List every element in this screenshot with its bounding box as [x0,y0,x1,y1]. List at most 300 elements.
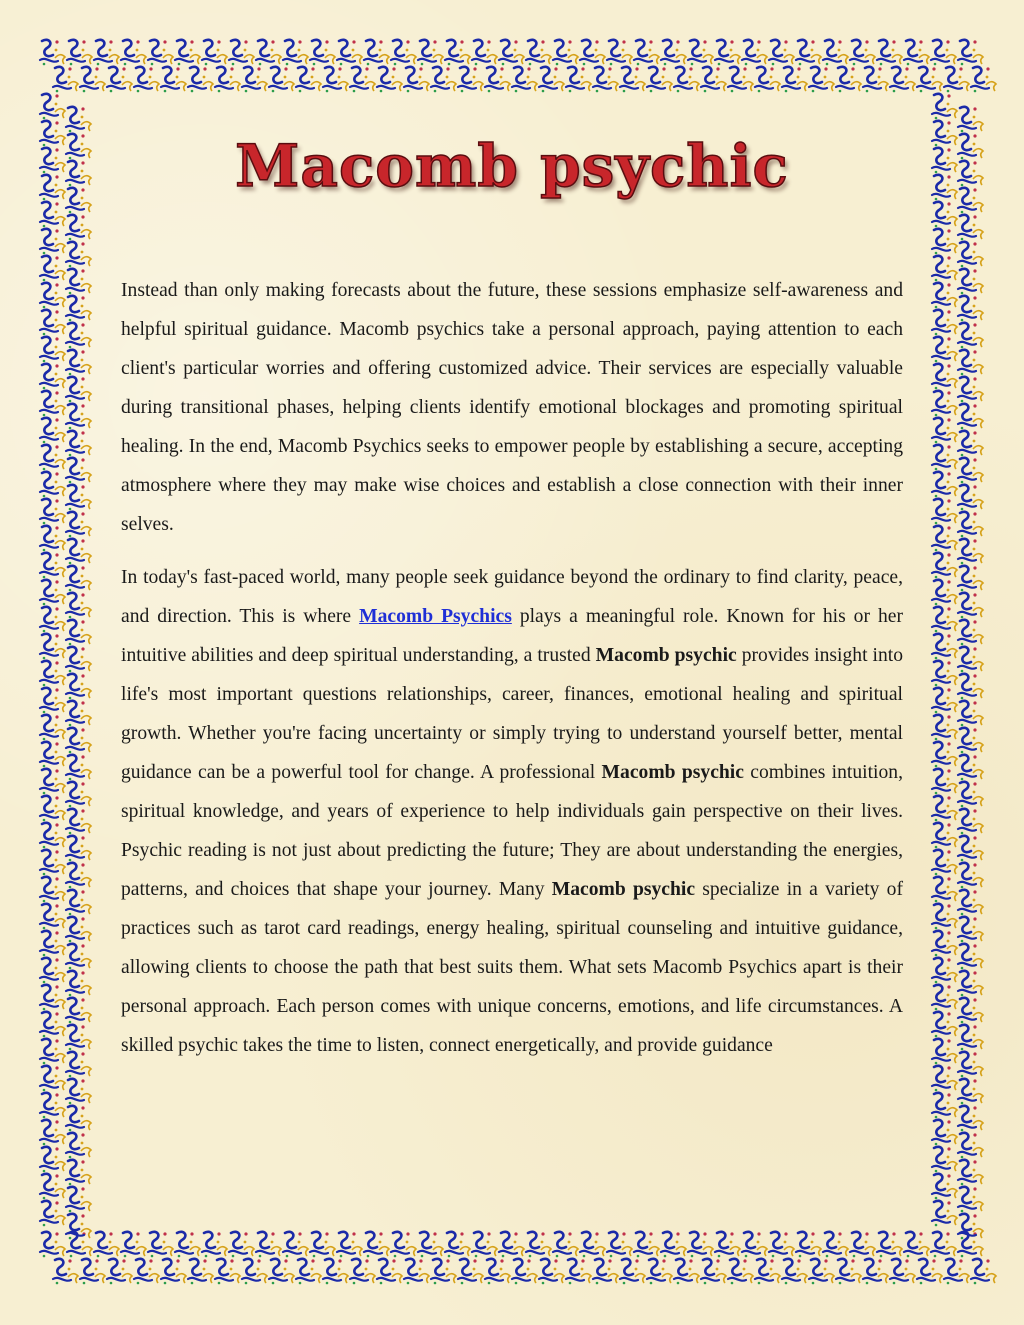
border-ornament [296,67,321,92]
border-ornament [40,526,65,551]
border-ornament [890,67,915,92]
page-title: Macomb psychic [235,132,789,200]
border-ornament [40,634,65,659]
border-ornament [40,1147,65,1172]
border-ornament [971,67,996,92]
border-ornament [66,701,91,726]
border-ornament [472,1232,497,1257]
border-ornament [932,769,957,794]
border-ornament [66,809,91,834]
border-ornament [66,215,91,240]
border-ornament [66,350,91,375]
border-ornament [364,40,389,65]
border-ornament [944,67,969,92]
border-ornament [932,256,957,281]
text-segment: combines intuition, spiritual knowledge, and years of experience to help individuals gain perspective on their lives. Psychic reading is not just about predicting the future; They are about understanding the energies, patterns, and choices that shape your journey. Many [121,762,903,900]
border-ornament [932,310,957,335]
border-ornament [499,1232,524,1257]
border-ornament [40,796,65,821]
border-ornament [310,40,335,65]
border-ornament [850,1232,875,1257]
border-ornament [431,1259,456,1284]
border-ornament [66,458,91,483]
border-ornament [431,67,456,92]
border-ornament [932,391,957,416]
border-ornament [350,67,375,92]
border-ornament [66,836,91,861]
border-ornament [593,67,618,92]
border-ornament [40,1232,65,1257]
border-ornament [66,512,91,537]
border-ornament [66,404,91,429]
border-ornament [53,67,78,92]
border-ornament [932,283,957,308]
border-ornament [890,1259,915,1284]
border-ornament [445,1232,470,1257]
border-ornament [593,1259,618,1284]
border-ornament [932,202,957,227]
border-ornament [337,1232,362,1257]
border-ornament [782,1259,807,1284]
border-ornament [66,1133,91,1158]
border-ornament [958,485,983,510]
border-ornament [107,67,132,92]
text-segment: In today's fast-paced world, many people seek guidance beyond the ordinary to find clarity, peace, and direction. This is where [121,567,903,627]
bold-keyword: Macomb psychic [551,879,696,900]
border-ornament [566,67,591,92]
border-ornament [66,890,91,915]
border-ornament [66,647,91,672]
border-ornament [40,283,65,308]
border-ornament [283,1232,308,1257]
paragraph-main [121,558,903,1065]
border-ornament [958,350,983,375]
border-ornament [932,1174,957,1199]
border-ornament [958,323,983,348]
border-ornament [958,215,983,240]
border-ornament [66,782,91,807]
border-ornament [310,1232,335,1257]
border-ornament [877,40,902,65]
border-ornament [472,40,497,65]
border-ornament [391,1232,416,1257]
border-ornament [66,269,91,294]
border-ornament [917,1259,942,1284]
border-ornament [958,512,983,537]
border-ornament [94,40,119,65]
border-ornament [796,1232,821,1257]
border-ornament [229,1232,254,1257]
border-ornament [404,67,429,92]
border-ornament [296,1259,321,1284]
border-ornament [175,1232,200,1257]
border-ornament [66,1052,91,1077]
border-ornament [674,1259,699,1284]
paragraph-intro: Instead than only making forecasts about the future, these sessions emphasize self-awareness and helpful spiritual guidance. Macomb psychics take a personal approach, paying attention to each client's particular worries and offering customized advice. Their services are especially valuable during transitional phases, helping clients identify emotional blockages and promoting spiritual healing. In the end, Macomb Psychics seeks to empower people by establishing a secure, accepting atmosphere where they may make wise choices and establish a close connection with their inner selves. [121,280,903,535]
border-ornament [932,796,957,821]
border-ornament [701,1259,726,1284]
border-ornament [40,1120,65,1145]
border-ornament [971,1259,996,1284]
border-ornament [755,1259,780,1284]
border-ornament [66,1025,91,1050]
border-ornament [932,1066,957,1091]
border-ornament [931,40,956,65]
border-ornament [904,1232,929,1257]
border-ornament [66,674,91,699]
border-ornament [66,1160,91,1185]
border-ornament [242,67,267,92]
border-ornament [553,40,578,65]
border-ornament [418,40,443,65]
border-ornament [917,67,942,92]
border-ornament [40,202,65,227]
border-ornament [932,877,957,902]
border-ornament [40,1039,65,1064]
border-ornament [850,40,875,65]
border-ornament [836,67,861,92]
border-ornament [755,67,780,92]
bold-keyword: Macomb psychic [601,762,744,783]
border-ornament [958,431,983,456]
border-ornament [40,1174,65,1199]
border-ornament [932,1039,957,1064]
text-segment: plays a meaningful role. Known for his or her intuitive abilities and deep spiritual understanding, a trusted [121,606,903,666]
border-ornament [66,728,91,753]
border-ornament [66,377,91,402]
border-ornament [80,1259,105,1284]
border-ornament [958,1133,983,1158]
border-ornament [634,1232,659,1257]
border-ornament [66,566,91,591]
border-ornament [40,904,65,929]
text-segment: provides insight into life's most important questions relationships, career, finances, emotional healing and spiritual growth. Whether you're facing uncertainty or simply trying to understand yourself better, mental guidance can be a powerful tool for change. A professional [121,645,903,783]
border-ornament [932,607,957,632]
border-ornament [958,647,983,672]
border-ornament [445,40,470,65]
border-ornament [229,40,254,65]
border-ornament [607,40,632,65]
border-ornament [728,1259,753,1284]
border-ornament [742,40,767,65]
border-ornament [958,917,983,942]
border-ornament [337,40,362,65]
border-ornament [499,40,524,65]
border-ornament [863,67,888,92]
border-ornament [958,1025,983,1050]
border-ornament [66,431,91,456]
border-ornament [40,364,65,389]
border-ornament [377,1259,402,1284]
border-ornament [242,1259,267,1284]
border-ornament [40,229,65,254]
border-ornament [823,40,848,65]
border-ornament [932,1147,957,1172]
border-ornament [80,67,105,92]
border-ornament [66,323,91,348]
border-ornament [958,458,983,483]
border-ornament [932,553,957,578]
macomb-psychics-link[interactable]: Macomb Psychics [359,606,512,627]
border-ornament [188,67,213,92]
border-ornament [958,1160,983,1185]
border-ornament [66,971,91,996]
border-ornament [688,1232,713,1257]
border-ornament [40,337,65,362]
border-ornament [932,1120,957,1145]
border-ornament [958,998,983,1023]
border-ornament [932,742,957,767]
border-ornament [350,1259,375,1284]
border-ornament [40,1201,65,1226]
border-ornament [66,917,91,942]
border-ornament [67,40,92,65]
border-ornament [932,850,957,875]
border-ornament [66,863,91,888]
border-ornament [40,958,65,983]
border-ornament [958,755,983,780]
border-ornament [647,1259,672,1284]
border-ornament [512,1259,537,1284]
border-ornament [607,1232,632,1257]
border-ornament [932,688,957,713]
border-ornament [107,1259,132,1284]
border-ornament [904,40,929,65]
border-ornament [932,931,957,956]
border-ornament [932,337,957,362]
border-ornament [769,40,794,65]
border-ornament [66,539,91,564]
border-ornament [958,701,983,726]
border-ornament [620,1259,645,1284]
border-ornament [215,1259,240,1284]
border-ornament [512,67,537,92]
border-ornament [66,1214,91,1239]
border-ornament [958,404,983,429]
text-segment: specialize in a variety of practices such as tarot card readings, energy healing, spiritual counseling and intuitive guidance, allowing clients to choose the path that best suits them. What sets Macomb Psychics apart is their personal approach. Each person comes with unique concerns, emotions, and life circumstances. A skilled psychic takes the time to listen, connect energetically, and provide guidance [121,879,903,1056]
border-ornament [175,40,200,65]
border-ornament [66,755,91,780]
border-ornament [932,526,957,551]
border-ornament [66,1187,91,1212]
border-ornament [66,1106,91,1131]
border-ornament [66,998,91,1023]
border-ornament [134,1259,159,1284]
border-ornament [40,445,65,470]
border-ornament [40,742,65,767]
border-ornament [66,296,91,321]
border-ornament [958,782,983,807]
border-ornament [40,769,65,794]
border-ornament [932,472,957,497]
border-ornament [148,40,173,65]
border-ornament [134,67,159,92]
border-ornament [715,40,740,65]
border-ornament [40,850,65,875]
border-ornament [877,1232,902,1257]
border-ornament [40,688,65,713]
border-ornament [958,944,983,969]
border-ornament [932,580,957,605]
border-ornament [256,40,281,65]
border-ornament [863,1259,888,1284]
border-ornament [269,67,294,92]
border-ornament [66,593,91,618]
border-ornament [40,985,65,1010]
border-ornament [40,40,65,65]
border-ornament [958,890,983,915]
border-ornament [580,1232,605,1257]
border-ornament [202,1232,227,1257]
border-ornament [121,40,146,65]
border-ornament [932,715,957,740]
border-ornament [94,1232,119,1257]
border-ornament [188,1259,213,1284]
border-ornament [40,661,65,686]
border-ornament [40,823,65,848]
border-ornament [40,256,65,281]
border-ornament [66,1079,91,1104]
border-ornament [701,67,726,92]
border-ornament [53,1259,78,1284]
border-ornament [40,607,65,632]
article-body [121,271,903,1065]
border-ornament [932,823,957,848]
border-ornament [958,1052,983,1077]
border-ornament [958,296,983,321]
border-ornament [148,1232,173,1257]
border-ornament [958,593,983,618]
border-ornament [742,1232,767,1257]
border-ornament [485,67,510,92]
border-ornament [958,1214,983,1239]
border-ornament [40,1093,65,1118]
border-ornament [580,40,605,65]
border-ornament [256,1232,281,1257]
border-ornament [40,94,65,119]
border-ornament [40,418,65,443]
border-ornament [40,1012,65,1037]
border-ornament [823,1232,848,1257]
border-ornament [661,1232,686,1257]
border-ornament [66,485,91,510]
border-ornament [66,944,91,969]
border-ornament [715,1232,740,1257]
border-ornament [539,67,564,92]
border-ornament [269,1259,294,1284]
border-ornament [458,1259,483,1284]
border-ornament [809,67,834,92]
border-ornament [66,107,91,132]
border-ornament [647,67,672,92]
border-ornament [40,310,65,335]
border-ornament [932,1201,957,1226]
border-ornament [932,94,957,119]
border-ornament [958,863,983,888]
border-ornament [526,40,551,65]
border-ornament [661,40,686,65]
border-ornament [958,620,983,645]
border-ornament [958,40,983,65]
border-ornament [40,931,65,956]
border-ornament [932,1012,957,1037]
border-ornament [958,566,983,591]
border-ornament [539,1259,564,1284]
border-ornament [364,1232,389,1257]
border-ornament [66,242,91,267]
border-ornament [932,499,957,524]
border-ornament [283,40,308,65]
border-ornament [958,728,983,753]
border-ornament [796,40,821,65]
border-ornament [932,418,957,443]
border-ornament [809,1259,834,1284]
border-ornament [40,553,65,578]
border-ornament [215,67,240,92]
border-ornament [958,1079,983,1104]
border-ornament [377,67,402,92]
border-ornament [932,904,957,929]
border-ornament [932,445,957,470]
border-ornament [40,472,65,497]
bold-keyword: Macomb psychic [595,645,737,666]
border-ornament [932,1093,957,1118]
border-ornament [418,1232,443,1257]
border-ornament [932,634,957,659]
border-ornament [161,1259,186,1284]
border-ornament [958,1187,983,1212]
border-ornament [404,1259,429,1284]
border-ornament [202,40,227,65]
border-ornament [674,67,699,92]
border-ornament [40,715,65,740]
border-ornament [944,1259,969,1284]
border-ornament [958,242,983,267]
border-ornament [458,67,483,92]
border-ornament [161,67,186,92]
border-ornament [958,107,983,132]
border-ornament [40,1066,65,1091]
border-ornament [728,67,753,92]
border-ornament [958,1106,983,1131]
border-ornament [958,377,983,402]
border-ornament [958,809,983,834]
border-ornament [323,1259,348,1284]
border-ornament [566,1259,591,1284]
border-ornament [634,40,659,65]
border-ornament [932,229,957,254]
border-ornament [391,40,416,65]
border-ornament [620,67,645,92]
border-ornament [40,580,65,605]
border-ornament [40,877,65,902]
border-ornament [932,985,957,1010]
border-ornament [66,620,91,645]
border-ornament [526,1232,551,1257]
border-ornament [958,971,983,996]
border-ornament [932,364,957,389]
border-ornament [485,1259,510,1284]
border-ornament [932,958,957,983]
border-ornament [769,1232,794,1257]
border-ornament [553,1232,578,1257]
border-ornament [932,661,957,686]
border-ornament [836,1259,861,1284]
border-ornament [958,674,983,699]
border-ornament [782,67,807,92]
border-ornament [323,67,348,92]
border-ornament [40,391,65,416]
